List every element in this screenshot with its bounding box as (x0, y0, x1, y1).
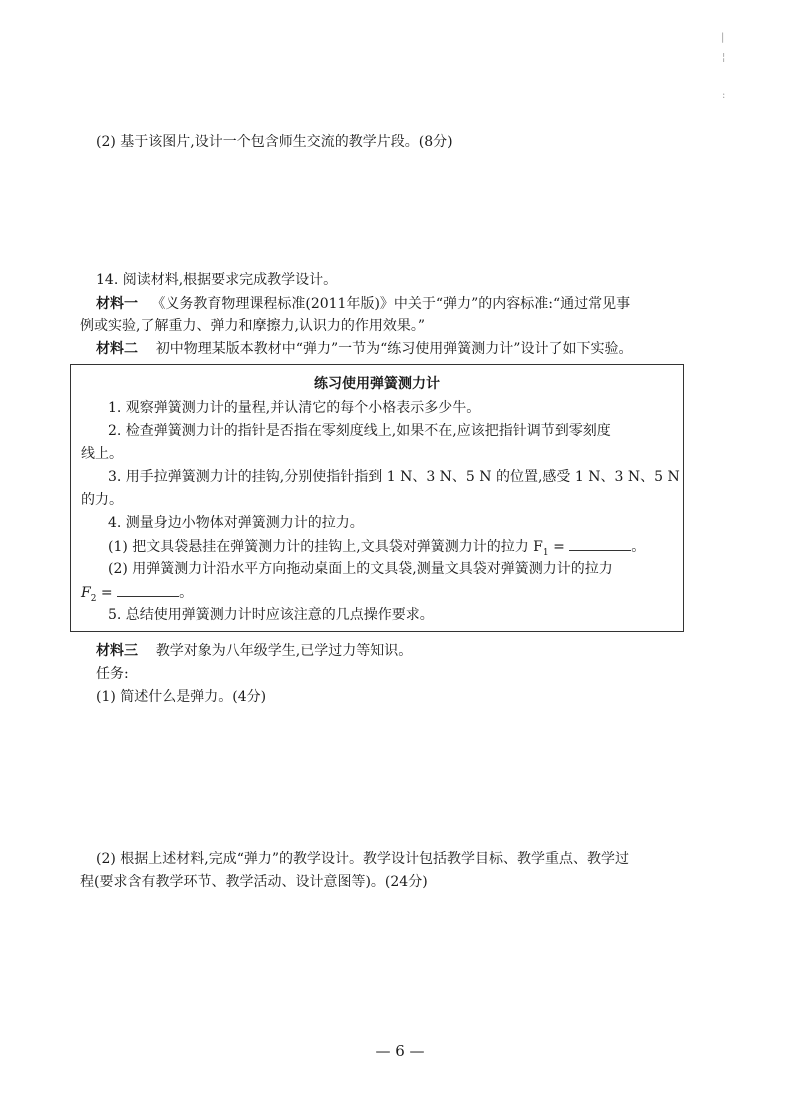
step2-line2: 线上。 (81, 446, 123, 462)
material3-label: 材料三 (96, 643, 138, 659)
page-number: — 6 — (375, 1042, 425, 1060)
material1-label: 材料一 (96, 296, 138, 312)
scan-mark: : (722, 90, 726, 101)
scan-mark: ¦ (722, 52, 726, 63)
task2-prompt-line1: (2) 根据上述材料,完成“弹力”的教学设计。教学设计包括教学目标、教学重点、教学过 (96, 851, 630, 867)
step4-2-subscript: 2 (90, 593, 97, 604)
step4-2-line1: (2) 用弹簧测力计沿水平方向拖动桌面上的文具袋,测量文具袋对弹簧测力计的拉力 (108, 561, 613, 577)
step2-line1: 2. 检查弹簧测力计的指针是否指在零刻度线上,如果不在,应该把指针调节到零刻度 (108, 423, 611, 439)
step1: 1. 观察弹簧测力计的量程,并认清它的每个小格表示多少牛。 (108, 400, 481, 416)
step4-1-subscript: 1 (542, 547, 549, 558)
f2-symbol: F (81, 585, 91, 601)
task-label: 任务: (96, 666, 129, 682)
step4-1-equals: = (548, 539, 565, 555)
step3-line1: 3. 用手拉弹簧测力计的挂钩,分别使指针指到 1 N、3 N、5 N 的位置,感受 1 N、3 N、5 N (108, 469, 680, 485)
q13-part2-prompt: (2) 基于该图片,设计一个包含师生交流的教学片段。(8分) (96, 134, 453, 150)
q14-stem: 14. 阅读材料,根据要求完成教学设计。 (96, 272, 338, 288)
material3-line (96, 641, 412, 661)
step5: 5. 总结使用弹簧测力计时应该注意的几点操作要求。 (108, 607, 434, 623)
task1-prompt: (1) 简述什么是弹力。(4分) (96, 689, 267, 705)
material2-line (96, 339, 632, 359)
task2-prompt-line2: 程(要求含有教学环节、教学活动、设计意图等)。(24分) (80, 874, 428, 890)
material2-label: 材料二 (96, 341, 138, 357)
scan-mark: | (721, 32, 725, 43)
step4-1-period: 。 (631, 539, 646, 555)
answer-blank-f1[interactable] (569, 536, 631, 551)
material3-text: 教学对象为八年级学生,已学过力等知识。 (155, 643, 413, 659)
experiment-title: 练习使用弹簧测力计 (314, 376, 440, 392)
step4-2-period: 。 (179, 585, 194, 601)
material2-text: 初中物理某版本教材中“弹力”一节为“练习使用弹簧测力计”设计了如下实验。 (155, 341, 633, 357)
material1-line2: 例或实验,了解重力、弹力和摩擦力,认识力的作用效果。” (80, 318, 426, 334)
answer-blank-f2[interactable] (117, 582, 179, 597)
step4-1-text: (1) 把文具袋悬挂在弹簧测力计的挂钩上,文具袋对弹簧测力计的拉力 F (108, 539, 543, 555)
step4-2-equals: = (96, 585, 113, 601)
step4: 4. 测量身边小物体对弹簧测力计的拉力。 (108, 515, 364, 531)
experiment-box (70, 364, 684, 632)
material1-line1 (96, 294, 630, 314)
material1-text-a: 《义务教育物理课程标准(2011年版)》中关于“弹力”的内容标准:“通过常见事 (151, 296, 631, 312)
step3-line2: 的力。 (81, 492, 123, 508)
